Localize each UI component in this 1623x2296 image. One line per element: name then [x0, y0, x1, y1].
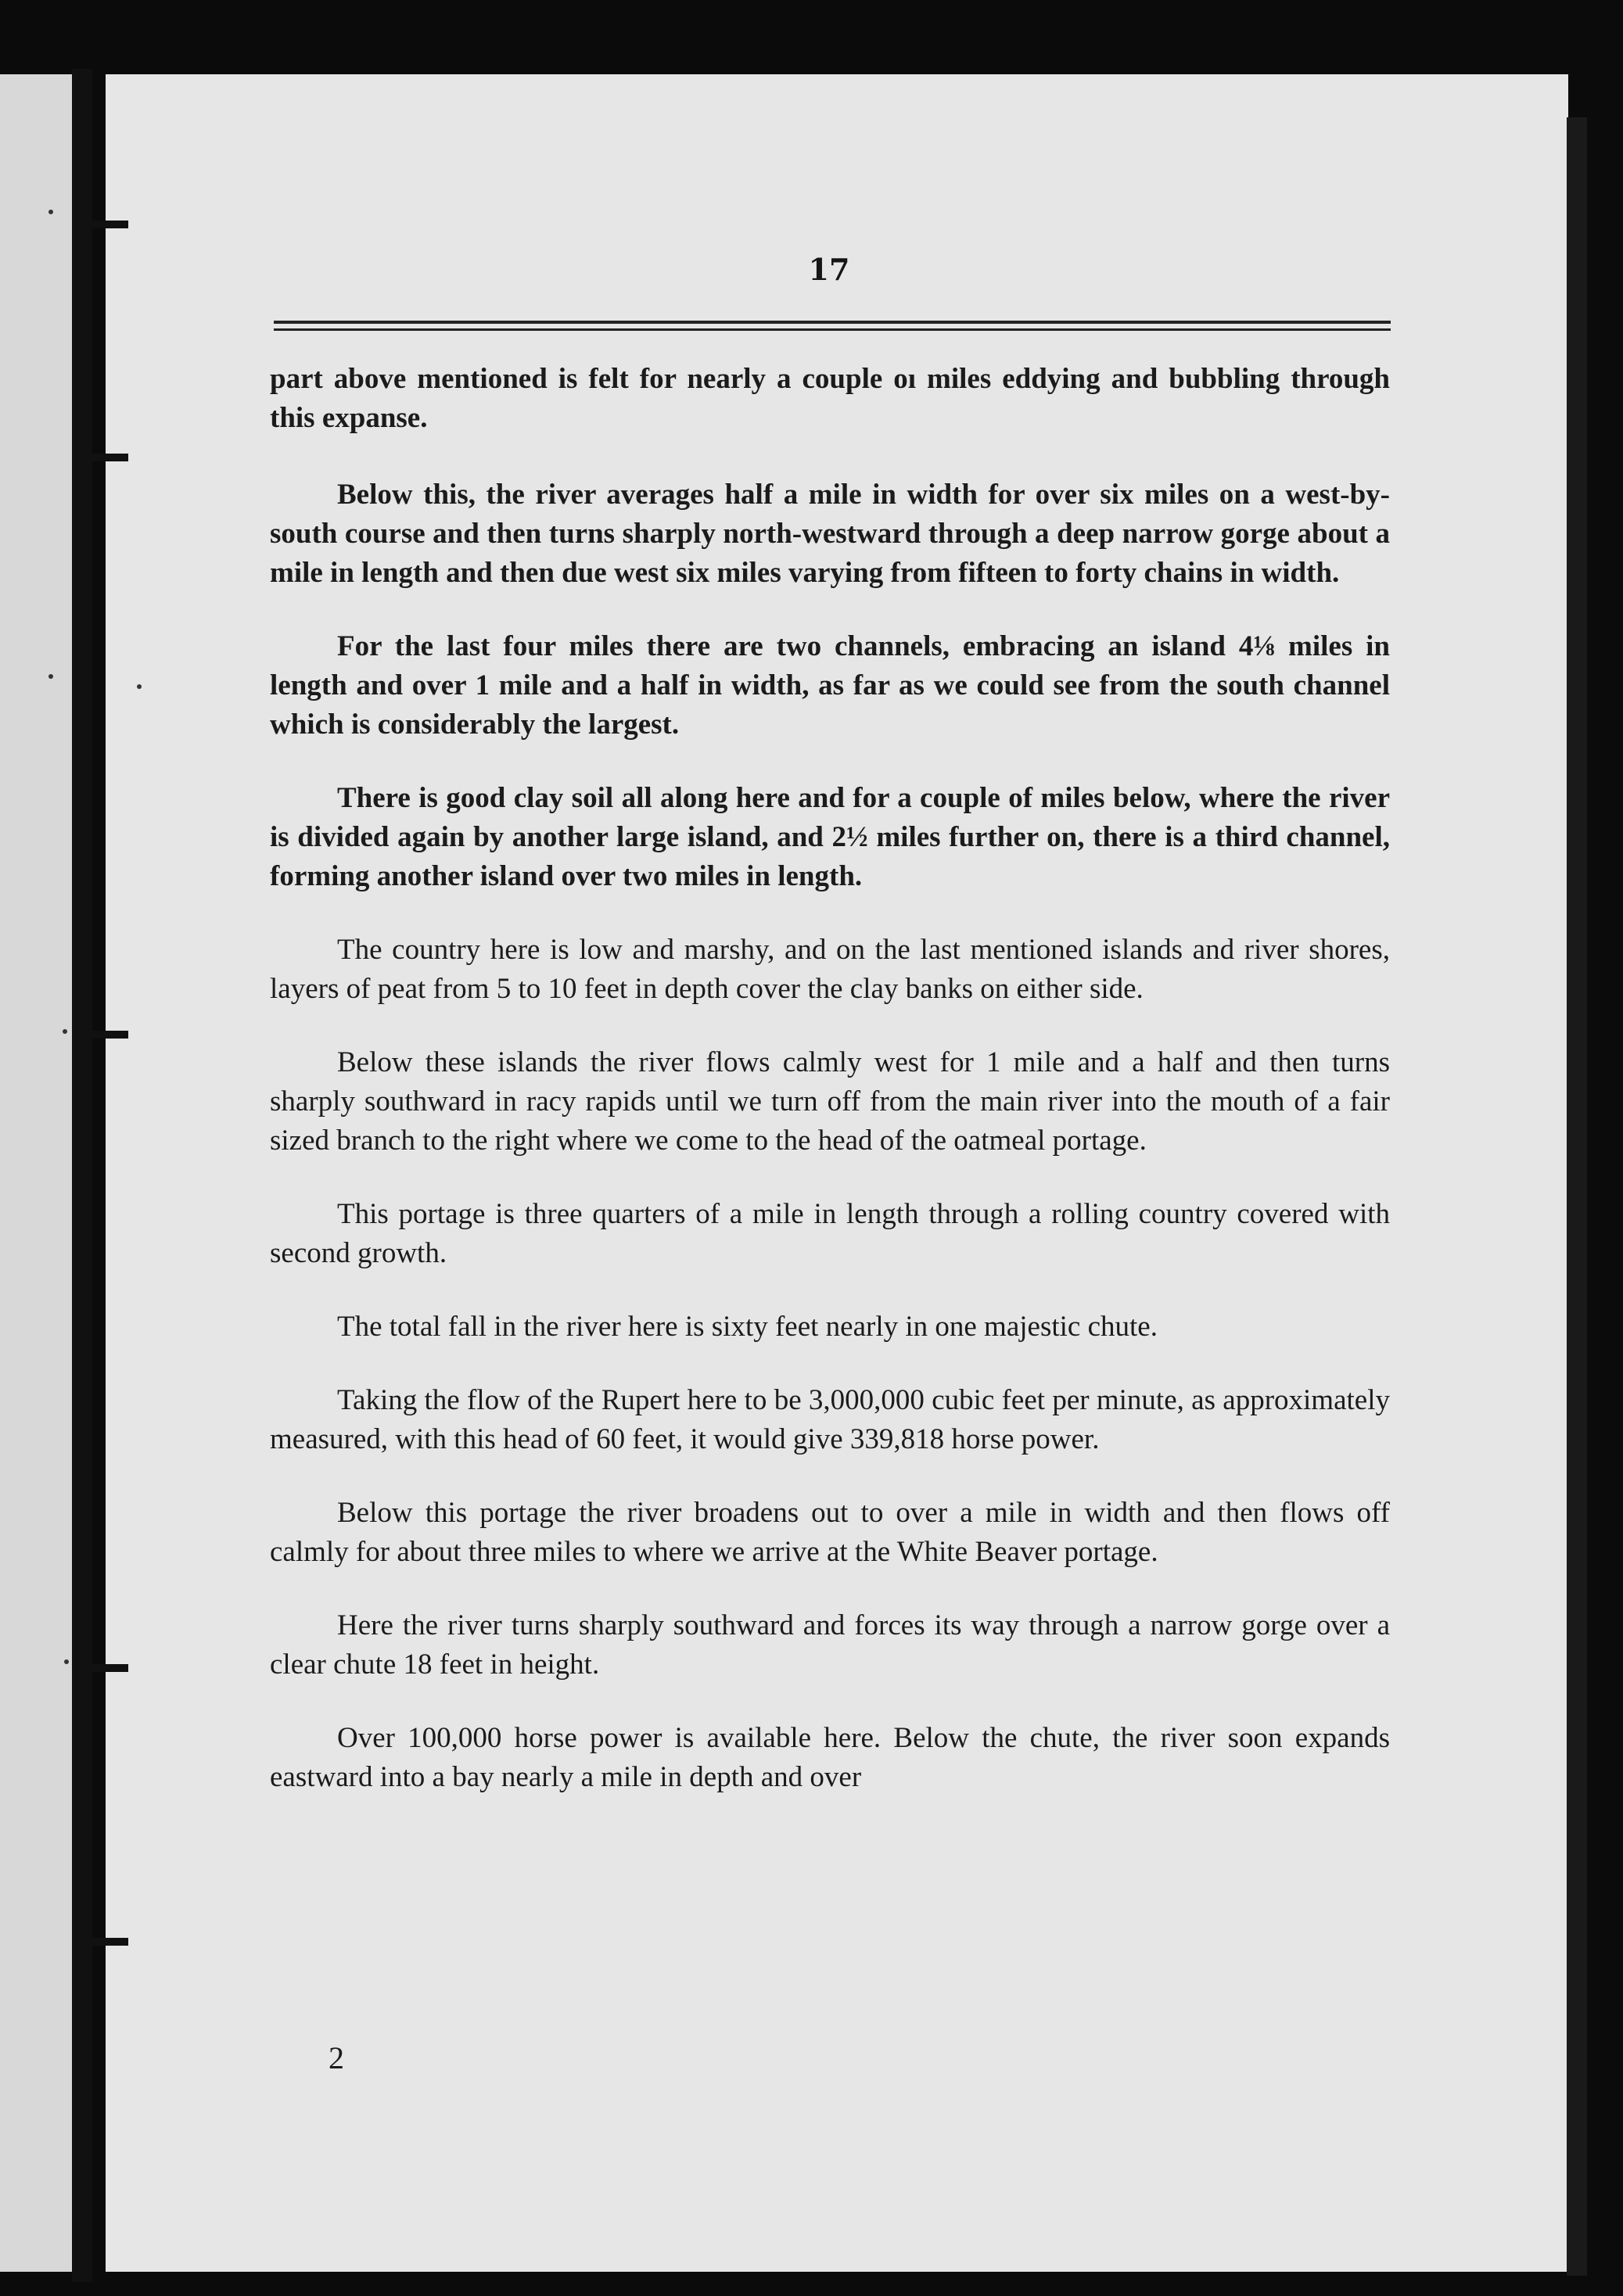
page-right-edge — [1567, 117, 1587, 2276]
signature-mark: 2 — [329, 2040, 344, 2075]
paragraph: The country here is low and marshy, and on the last mentioned islands and river shores, layers of peat from 5 to 10 feet in depth cover the clay banks on either side. — [270, 934, 1390, 1005]
paragraph: Here the river turns sharply southward and forces its way through a narrow gorge over a clear chute 18 feet in height. — [270, 1609, 1390, 1681]
page-number: 17 — [808, 252, 850, 287]
binding-tick — [92, 221, 128, 228]
binding-tick — [92, 1031, 128, 1039]
paragraph: Over 100,000 horse power is available here. Below the chute, the river soon expands eastward into a bay nearly a mile in depth and over — [270, 1722, 1390, 1793]
scan-speck — [63, 1029, 67, 1034]
paragraph: Below these islands the river flows calmly west for 1 mile and a half and then turns sharply southward in racy rapids until we turn off from the main river into the mouth of a fair sized branch to the right where we come to the head of the oatmeal portage. — [270, 1046, 1390, 1157]
binding-tick — [92, 1938, 128, 1946]
paragraph: Taking the flow of the Rupert here to be 3,000,000 cubic feet per minute, as approximately measured, with this head of 60 feet, it would give 339,818 horse power. — [270, 1384, 1390, 1455]
paragraph: There is good clay soil all along here and for a couple of miles below, where the river is divided again by another large island, and 2½ miles further on, there is a third channel, forming another island over two miles in length. — [270, 782, 1390, 892]
paragraph: The total fall in the river here is sixty feet nearly in one majestic chute. — [337, 1311, 1158, 1343]
scan-speck — [48, 210, 53, 214]
header-rule-bottom — [274, 328, 1391, 331]
paragraph: Below this, the river averages half a mile in width for over six miles on a west-by-south course and then turns sharply north-westward through a deep narrow gorge about a mile in length and then due west six miles varying from fifteen to forty chains in width. — [270, 479, 1390, 589]
binding-tick — [92, 454, 128, 461]
paragraph: part above mentioned is felt for nearly a couple oı miles eddying and bubbling through this expanse. — [270, 363, 1390, 434]
header-rule-top — [274, 321, 1391, 324]
paragraph: For the last four miles there are two channels, embracing an island 4⅛ miles in length and over 1 mile and a half in width, as far as we could see from the south channel which is considerably the largest. — [270, 630, 1390, 741]
paragraph: This portage is three quarters of a mile in length through a rolling country covered with second growth. — [270, 1198, 1390, 1269]
scan-speck — [48, 674, 53, 679]
binding-tick — [92, 1664, 128, 1672]
scan-left-margin — [0, 74, 72, 2272]
paragraph: Below this portage the river broadens out to over a mile in width and then flows off calmly for about three miles to where we arrive at the White Beaver portage. — [270, 1497, 1390, 1568]
scan-speck — [64, 1659, 69, 1664]
book-binding-edge — [72, 69, 92, 2282]
body-text — [270, 360, 1390, 1797]
scan-speck — [137, 684, 142, 689]
